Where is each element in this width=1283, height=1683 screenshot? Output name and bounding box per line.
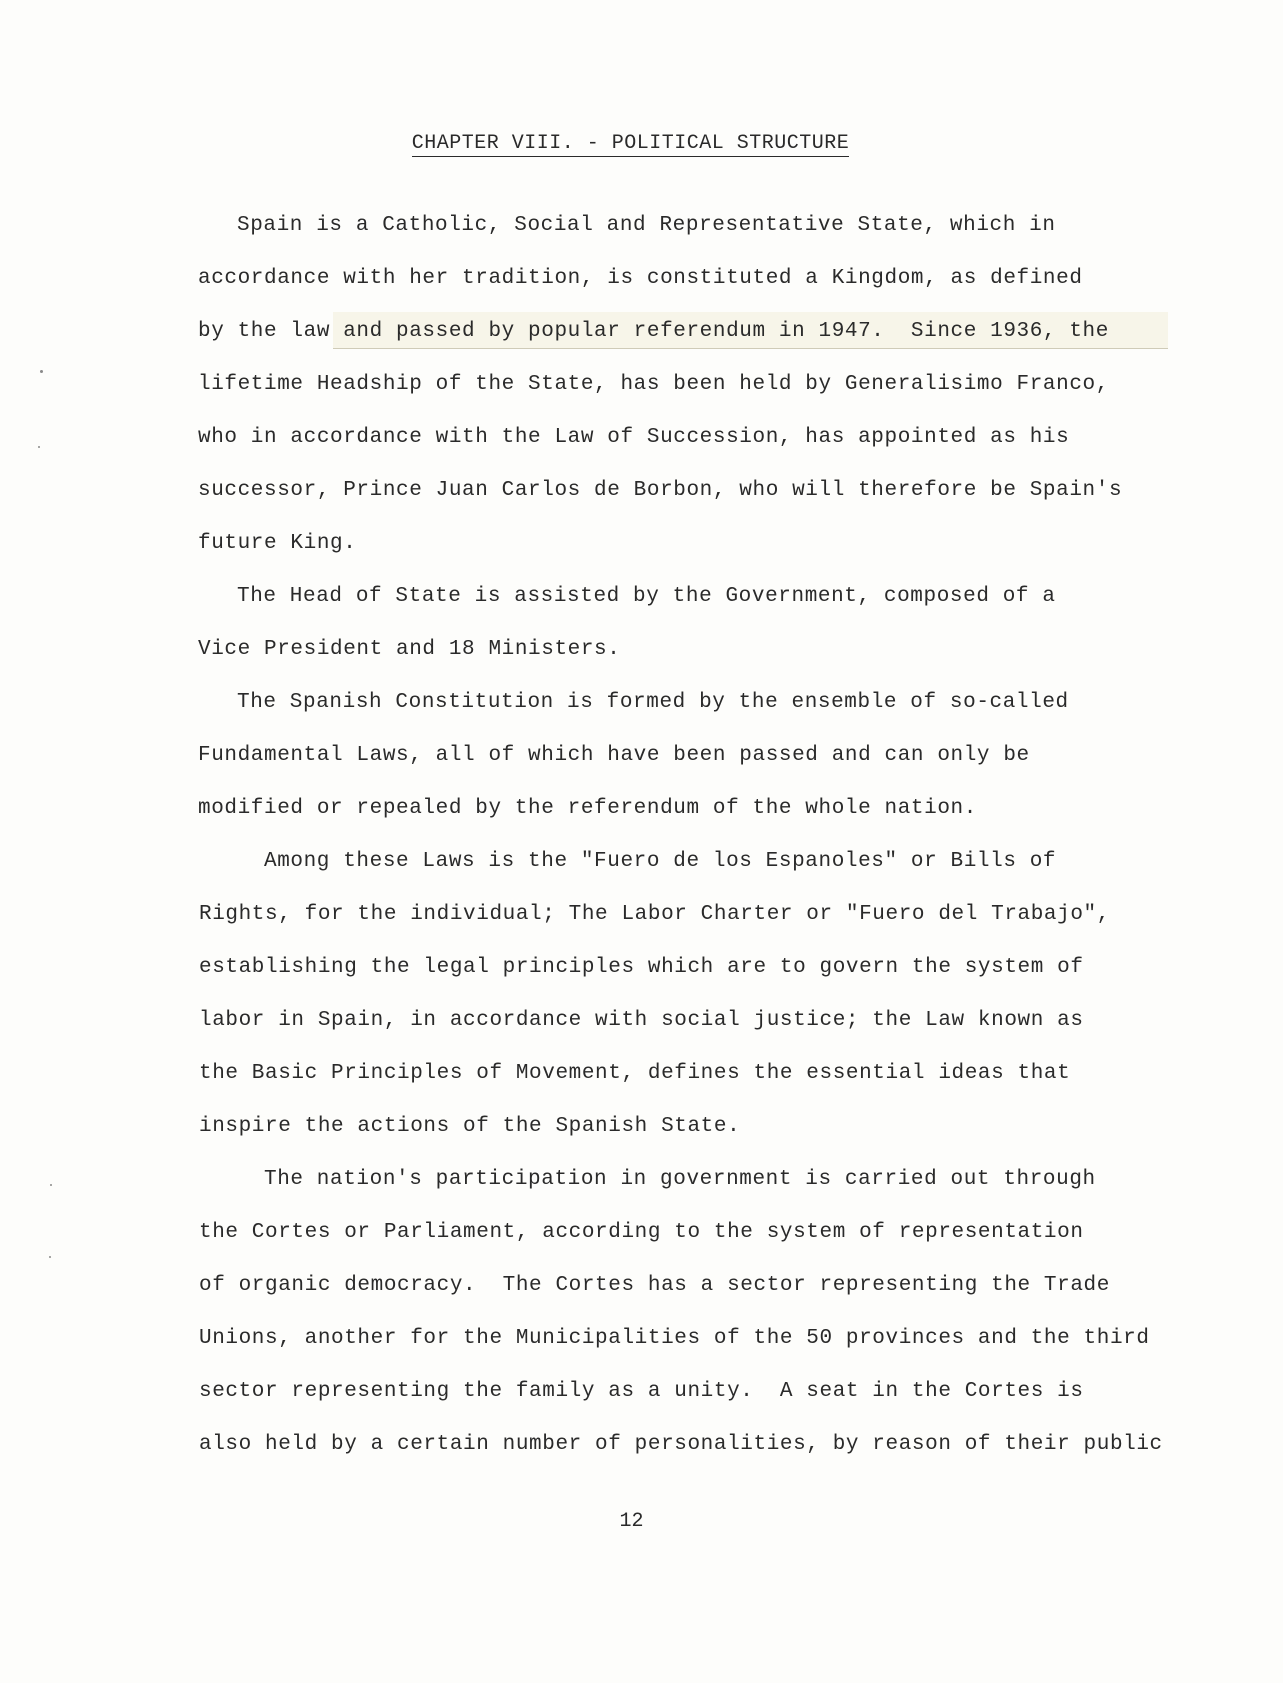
chapter-title-text: CHAPTER VIII. - POLITICAL STRUCTURE [411,132,850,155]
text-line: Among these Laws is the "Fuero de los Espanoles" or Bills of [264,850,1057,873]
text-line: Vice President and 18 Ministers. [198,638,621,661]
text-line: The Spanish Constitution is formed by the ensemble of so-called [237,691,1069,714]
text-line: inspire the actions of the Spanish State. [199,1115,741,1138]
text-line: sector representing the family as a unity. A seat in the Cortes is [199,1380,1084,1403]
text-line: the Basic Principles of Movement, defines the essential ideas that [199,1062,1071,1085]
text-line: Fundamental Laws, all of which have been passed and can only be [198,744,1030,767]
text-line: Rights, for the individual; The Labor Charter or "Fuero del Trabajo", [199,903,1110,926]
text-line: modified or repealed by the referendum of the whole nation. [198,797,977,820]
text-line: successor, Prince Juan Carlos de Borbon, who will therefore be Spain's [198,479,1123,502]
scan-speck [50,1184,52,1186]
text-line: labor in Spain, in accordance with social justice; the Law known as [199,1009,1084,1032]
text-line: Spain is a Catholic, Social and Representative State, which in [237,214,1056,237]
text-line: Unions, another for the Municipalities of the 50 provinces and the third [199,1327,1150,1350]
text-line: of organic democracy. The Cortes has a sector representing the Trade [199,1274,1110,1297]
scan-speck [49,1256,51,1258]
text-line: who in accordance with the Law of Succession, has appointed as his [198,426,1070,449]
text-line: by the law and passed by popular referendum in 1947. Since 1936, the [198,320,1109,343]
text-line: The nation's participation in government is carried out through [264,1168,1096,1191]
text-line: also held by a certain number of personalities, by reason of their public [199,1433,1163,1456]
chapter-title [0,132,1283,155]
text-line: the Cortes or Parliament, according to the system of representation [199,1221,1084,1244]
text-line: The Head of State is assisted by the Government, composed of a [237,585,1056,608]
text-line: accordance with her tradition, is constituted a Kingdom, as defined [198,267,1083,290]
text-line: lifetime Headship of the State, has been held by Generalisimo Franco, [198,373,1109,396]
page-number: 12 [619,1510,644,1533]
scan-speck [38,446,40,448]
text-line: future King. [198,532,357,555]
text-line: establishing the legal principles which are to govern the system of [199,956,1084,979]
scan-speck [40,370,43,373]
